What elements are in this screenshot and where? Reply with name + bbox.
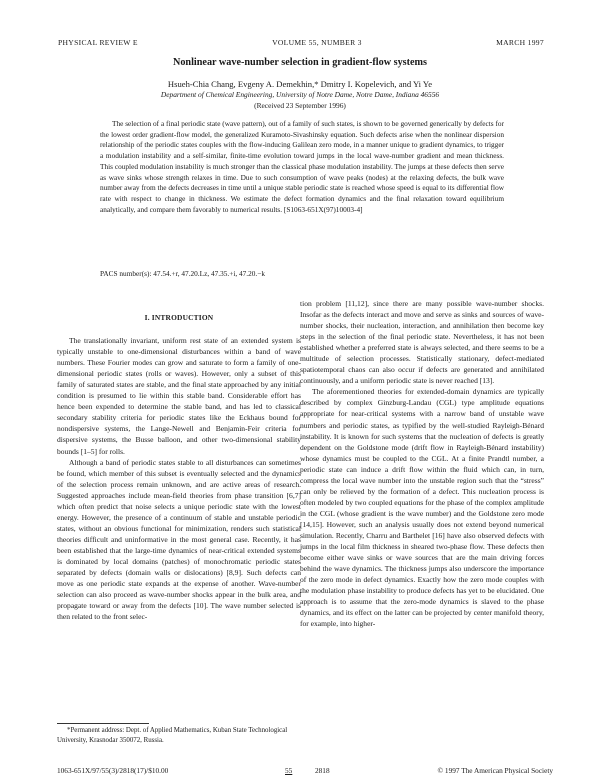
volume-issue: VOLUME 55, NUMBER 3 <box>272 38 362 47</box>
paper-title: Nonlinear wave-number selection in gradient-flow systems <box>172 57 427 68</box>
paragraph: The aforementioned theories for extended-domain dynamics are typically described by complex Ginzburg-Landau (CGL) type amplitude equations appropriate for near-critical systems with a narrow band of unstable wave numbers and periodic states, as typified by the well-studied Rayleigh-Bénard instability. It is known for such systems that the nucleation of defects is greatly dependent on the Goldstone mode (drift flow in Rayleigh-Bénard instability) whose dynamics must be coupled to the CGL. At a finite Prandtl number, a periodic state can induce a drift flow within the fluid which can, in turn, compress the local wave number into the unstable region such that the “stress” can only be relieved by the formation of a defect. This nucleation process is often modeled by two coupled equations for the phase of the complex amplitude in the CGL (whose gradient is the wave number) and the Goldstone zero mode [14,15]. However, such an analysis usually does not extend beyond numerical simulation. Recently, Charru and Barthelet [16] have also observed defects with jumps in the local film thickness in sheared two-phase flow. These defects then become either wave sinks or wave sources that are the main driving forces behind the wave dynamics. The thickness jumps also underscore the importance of the zero mode in defect dynamics. Exactly how the zero mode couples with the modulation phase instability to produce defects has yet to be elucidated. One approach is to assume that the zero-mode dynamics is slaved to the phase dynamics, and its effect on the latter can be projected by center manifold theory, for example, into higher- <box>300 387 544 629</box>
journal-name: PHYSICAL REVIEW E <box>58 38 138 47</box>
abstract: The selection of a final periodic state (wave pattern), out of a family of such states, is shown to be governed generically by defects for the lowest order gradient-flow model, the generalized Kuramoto-Sivashinsky equation. Such defects arise when the nonlinear dispersion relationship of the periodic states couples with the flow-inducing Galilean zero mode, in a manner unique to gradient dynamics, to trigger a modulation instability and a self-similar, finite-time evolution toward jumps in the local wave-number gradient and mean thickness. This coupled modulation instability is much stronger than the classical phase modulation instability. The jumps at these defects then serve as wave sinks whose strength relaxes in time. Due to such consumption of wave peaks (nodes) at the relaxing defects, the bulk wave number away from the defects decreases in time until a unique stable periodic state is reached whose speed is equal to its differential flow rate with respect to change in thickness. We estimate the defect formation dynamics and the final relaxation toward equilibrium analytically, and compare them favorably to numerical results. [S1063-651X(97)10003-4] <box>100 119 504 214</box>
volume-number: 55 <box>285 766 293 775</box>
section-heading: I. INTRODUCTION <box>144 313 214 322</box>
affiliation: Department of Chemical Engineering, University of Notre Dame, Notre Dame, Indiana 46556 <box>160 90 440 99</box>
received-date: (Received 23 September 1996) <box>254 101 346 110</box>
paragraph: The translationally invariant, uniform rest state of an extended system is typically unstable to one-dimensional disturbances within a band of wave numbers. These Fourier modes can grow and saturate to form a family of one-dimensional periodic states (rolls or waves). However, only a subset of this family of saturated states are stable, and the final state approached by any initial condition is presumed to lie within this stable band. Considerable effort has hence been expended to determine the stable band, and has led to classical secondary stability criteria for periodic states like the Eckhaus bound for nondispersive systems, the Lange-Newell and Benjamin-Feir criteria for dispersive systems, the Busse balloon, and other two-dimensional stability bounds [1–5] for rolls. <box>57 336 301 456</box>
article-code: 1063-651X/97/55(3)/2818(17)/$10.00 <box>57 766 169 775</box>
pacs-numbers: PACS number(s): 47.54.+r, 47.20.Lz, 47.35.+i, 47.20.−k <box>100 269 266 278</box>
author-list: Hsueh-Chia Chang, Evgeny A. Demekhin,* Dmitry I. Kopelevich, and Yi Ye <box>167 79 433 89</box>
footnote: *Permanent address: Dept. of Applied Mathematics, Kuban State Technological University, Krasnodar 350072, Russia. <box>57 727 288 744</box>
paragraph: Although a band of periodic states stable to all disturbances can sometimes be found, which member of this subset is eventually selected and the dynamics of the selection process remain unknown, and are active areas of research. Suggested approaches include mean-field theories from phase transition [6,7] which often predict that noise selects a unique periodic state with the lowest energy. However, the presence of a continuum of stable and unstable periodic states, without an obvious functional for minimization, renders such statistical theories difficult and uninformative in the most general case. Recently, it has been established that the large-time dynamics of near-critical extended systems is dominated by local domains (patches) of monochromatic periodic states separated by defects (domain walls or dislocations) [8,9]. Such defects can move as one periodic state expands at the expense of another. Wave-number selection can also proceed as wave-number shocks appear in the bulk area, and propagate toward or away from the defects [10]. The wave number selected is then related to the front selec- <box>57 457 301 622</box>
running-header <box>58 38 544 47</box>
issue-date: MARCH 1997 <box>496 38 544 47</box>
left-column <box>57 300 301 622</box>
page-number: 2818 <box>315 766 330 775</box>
paragraph: tion problem [11,12], since there are many possible wave-number shocks. Insofar as the defects interact and move and serve as sinks and sources of wave-number shocks, their nucleation, interaction, and annihilation then become key steps in the selection of the final periodic state. Nevertheless, it has not been established whether a preferred state is always selected, and there seems to be a multitude of selection processes. Statistically stationary, defect-mediated spatiotemporal chaos can also occur if defects are generated and annihilated continuously, and a uniform periodic state is never reached [13]. <box>300 299 544 386</box>
right-column <box>300 298 544 629</box>
copyright: © 1997 The American Physical Society <box>437 766 553 775</box>
footnote-rule <box>57 723 149 724</box>
